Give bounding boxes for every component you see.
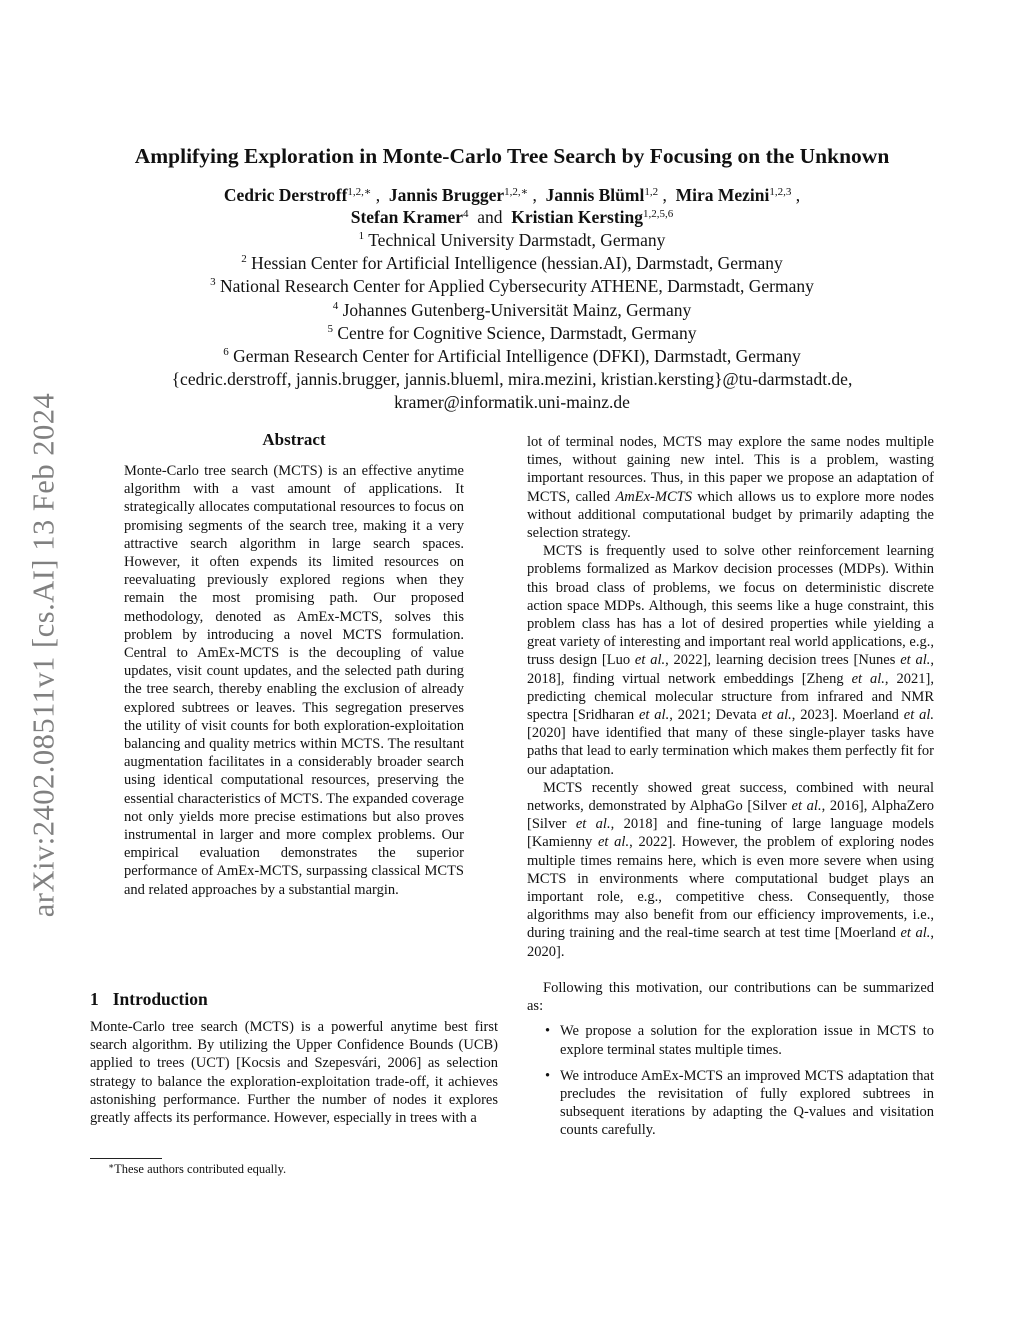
abstract-text: Monte-Carlo tree search (MCTS) is an effective anytime algorithm with a vast amount of applications. It strategically allocates computational resources to focus on promising segments of the search tree, making it a very attractive search algorithm in large search spaces. However, it often expends its limited resources on reevaluating previously explored regions when they remain the most promising path. Our proposed methodology, denoted as AmEx-MCTS, solves this problem by introducing a novel MCTS formulation. Central to AmEx-MCTS is the decoupling of value updates, visit count updates, and the selected path during the tree search, thereby enabling the exclusion of already explored subtrees or leaves. This segregation preserves the utility of visit counts for both exploration-exploitation balancing and quality metrics within MCTS. The resultant augmentation facilitates in a considerably broader search using identical computational resources, preserving the essential characteristics of MCTS. The expanded coverage not only yields more precise estimations but also proves instrumental in larger and more complex problems. Our empirical evaluation demonstrates the superior performance of AmEx-MCTS, surpassing classical MCTS and related approaches by a substantial margin.: [124, 463, 464, 898]
affiliation-text: Johannes Gutenberg-Universität Mainz, Germany: [342, 299, 692, 320]
abstract-body: [124, 462, 464, 899]
body-paragraph: MCTS is frequently used to solve other reinforcement learning problems formalized as Markov decision processes (MDPs). Within this broad class of problems, we focus on deterministic discrete action space MDPs. Although, this seems like a huge constraint, this problem class has has a lot of desired properties while yielding a great variety of interesting and important real world applications, e.g., truss design [Luo et al., 2022], learning decision trees [Nunes et al., 2018], finding virtual network embeddings [Zheng et al., 2021], predicting chemical molecular structure from infrared and NMR spectra [Sridharan et al., 2021; Devata et al., 2023]. Moerland et al. [2020] have identified that many of these single-player tasks have paths that lead to early termination which makes them perfectly fit for our adaptation.: [527, 543, 935, 778]
body-paragraph: Following this motivation, our contributions can be summarized as:: [527, 979, 934, 1015]
email-line: kramer@informatik.uni-mainz.de: [394, 392, 630, 413]
affiliation-number: 6: [223, 346, 229, 359]
body-paragraph: MCTS recently showed great success, combined with neural networks, demonstrated by AlphaGo [Silver et al., 2016], AlphaZero [Silver et al., 2018] and fine-tuning of large language models [Kamienny et al., 2022]. However, the problem of exploring nodes multiple times remains here, which is even more severe when using MCTS in environments where computational budget plays an important role, e.g., competitive chess. Consequently, those algorithms may also benefit from our efficiency improvements, i.e., during training and the real-time search at test time [Moerland et al., 2020].: [527, 779, 935, 960]
and-connector: and: [477, 207, 503, 227]
author-affil-marks: 4: [463, 208, 469, 220]
affiliation-text: National Research Center for Applied Cybersecurity ATHENE, Darmstadt, Germany: [220, 276, 814, 297]
footnote-text: These authors contributed equally.: [114, 1162, 287, 1176]
author-affil-marks: 1,2: [644, 186, 659, 198]
affiliation-text: Hessian Center for Artificial Intelligence (hessian.AI), Darmstadt, Germany: [251, 253, 783, 274]
intro-paragraph: Monte-Carlo tree search (MCTS) is a powerful anytime best first search algorithm. By utilizing the Upper Confidence Bounds (UCB) applied to trees (UCT) [Kocsis and Szepesvári, 2006] as selection strategy to balance the exploration-exploitation trade-off, it achieves astonishing performance. Further the number of nodes it explores greatly affects its performance. However, especially in trees with a: [90, 1019, 498, 1127]
author-name: Stefan Kramer: [350, 207, 463, 227]
author-name: Jannis Blüml: [545, 185, 645, 205]
author-name: Jannis Brugger: [388, 185, 505, 205]
affiliation-line: [60, 322, 964, 345]
affiliation-number: 3: [210, 276, 216, 289]
arxiv-identifier-stamp: [24, 365, 64, 945]
abstract-heading: Abstract: [262, 430, 326, 449]
author-list: Cedric Derstroff$^{1,2,∗}$ , Jannis Brugger$^{1,2,∗}$ , Jannis Blüml$^{1,2}$ , Mira Mezini$^{1,2,3}$ , Stefan Kramer$^4$ and Kristian Kersting$^{1,2,5,6}$: [223, 185, 801, 227]
method-name: AmEx-MCTS: [615, 488, 692, 505]
affiliation-line: [60, 229, 964, 252]
intro-body: [90, 1018, 498, 1127]
bullet-icon: •: [545, 1023, 551, 1040]
affiliation-line: [60, 252, 964, 275]
body-paragraph: lot of terminal nodes, MCTS may explore the same nodes multiple times, without gaining new intel. This is a problem, wasting important resources. Thus, in this paper we propose an adaptation of MCTS, called AmEx-MCTS which allows us to explore more nodes without additional computational budget by primarily adapting the selection strategy.: [527, 434, 934, 542]
affiliation-text: Technical University Darmstadt, Germany: [368, 230, 666, 250]
footnote-mark: ∗: [108, 1161, 115, 1171]
affiliation-line: [60, 275, 964, 298]
right-column: [527, 433, 934, 1148]
section-title: Introduction: [112, 989, 208, 1009]
affiliation-number: 4: [332, 299, 339, 312]
bullet-icon: •: [545, 1067, 551, 1084]
paper-title: Amplifying Exploration in Monte-Carlo Tree Search by Focusing on the Unknown: [134, 144, 890, 168]
section-number: 1: [90, 989, 99, 1009]
list-item: • We propose a solution for the exploration issue in MCTS to explore terminal states multiple times.: [545, 1023, 934, 1058]
affiliation-number: 5: [327, 322, 333, 335]
affiliation-text: German Research Center for Artificial Intelligence (DFKI), Darmstadt, Germany: [233, 346, 801, 367]
affiliation-text: Centre for Cognitive Science, Darmstadt, Germany: [337, 322, 697, 343]
list-item: • We introduce AmEx-MCTS an improved MCTS adaptation that precludes the revisitation of fully explored subtrees in subsequent iterations by adapting the Q-values and visitation counts carefully.: [545, 1067, 934, 1139]
author-name: Kristian Kersting: [511, 207, 644, 227]
affiliation-line: [60, 299, 964, 322]
section-heading: [90, 989, 208, 1010]
author-affil-marks: 1,2,3: [769, 186, 792, 198]
email-line: {cedric.derstroff, jannis.brugger, jannis.blueml, mira.mezini, kristian.kersting}@tu-darmstadt.de,: [171, 369, 853, 390]
contribution-list: [527, 1022, 934, 1139]
affiliation-number: 2: [241, 253, 247, 266]
footnote: [108, 1162, 286, 1177]
author-name: Cedric Derstroff: [223, 185, 348, 205]
author-affil-marks: 1,2,5,6: [643, 208, 674, 220]
author-name: Mira Mezini: [675, 185, 770, 205]
author-affil-marks: 1,2,∗: [504, 186, 529, 198]
footnote-divider: [90, 1158, 162, 1159]
arxiv-id-text: arXiv:2402.08511v1 [cs.AI] 13 Feb 2024: [26, 392, 61, 918]
affiliation-list: [60, 229, 964, 415]
author-affil-marks: 1,2,∗: [347, 186, 372, 198]
affiliation-line: [60, 345, 964, 368]
affiliation-number: 1: [358, 230, 365, 242]
